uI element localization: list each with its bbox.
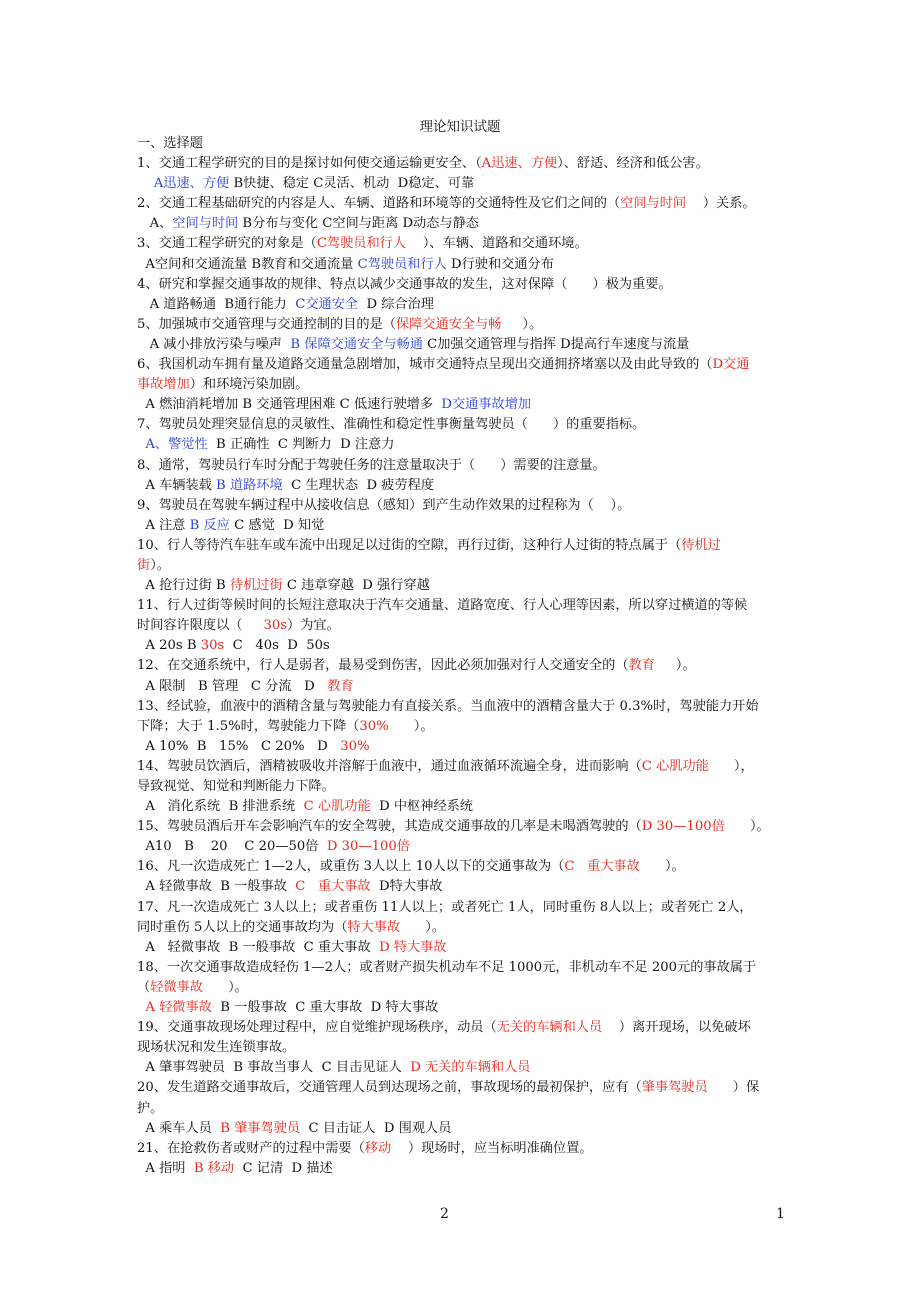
text-line (137, 1099, 787, 1119)
line-text: D行驶和交通分布 (446, 256, 554, 272)
line-text: A 燃油消耗增加 B 交通管理困难 C 低速行驶增多 (137, 397, 442, 413)
answer-text-red: C 心肌功能 (303, 799, 371, 815)
answer-text-red: 空间与时间 (620, 196, 687, 212)
line-text: 10、行人等待汽车驻车或车流中出现足以过街的空隙，再行过街，这种行人过街的特点属于（ (137, 537, 682, 553)
line-text: A 20s B (137, 638, 201, 654)
line-text: ）关系。 (686, 196, 756, 212)
answer-text-blue: B 道路环境 (216, 477, 283, 493)
line-text: 7、驾驶员处理突显信息的灵敏性、准确性和稳定性事衡量驾驶员（ ）的重要指标。 (137, 417, 646, 433)
line-text: A 注意 (137, 517, 190, 533)
answer-text-red: 待机过 (681, 537, 721, 553)
line-text: 16、凡一次造成死亡 1—2人，或重伤 3人以上 10人以下的交通事故为（ (137, 859, 565, 875)
line-text: ）现场时，应当标明准确位置。 (391, 1140, 593, 1156)
text-line (137, 697, 787, 717)
line-text: ）， (708, 758, 754, 774)
text-line (137, 596, 787, 616)
answer-text-red: D 特大事故 (379, 939, 447, 955)
text-line (137, 636, 787, 656)
answer-text-red: 30% (340, 738, 370, 754)
line-text: 3、交通工程学研究的对象是（ (137, 236, 317, 252)
line-text: ）。 (150, 557, 170, 573)
text-line (137, 275, 787, 295)
answer-text-red: 待机过街 (229, 578, 283, 594)
line-text: 下降；大于 1.5%时，驾驶能力下降（ (137, 718, 360, 734)
answer-text-red: D 30—100倍 (641, 819, 725, 835)
line-text: 护。 (137, 1100, 164, 1116)
line-text: C 目击证人 D 围观人员 (300, 1120, 452, 1136)
text-line (137, 817, 787, 837)
question-number: 1、 (137, 156, 159, 172)
answer-text-red: 移动 (364, 1140, 392, 1156)
answer-text-blue: A、警觉性 (145, 437, 208, 453)
text-line (137, 877, 787, 897)
line-text (137, 176, 154, 191)
text-line (137, 797, 787, 817)
text-line (137, 576, 787, 596)
text-line (137, 837, 787, 857)
text-line (137, 496, 787, 516)
question-list (137, 134, 787, 1179)
answer-text-red: 30% (359, 718, 389, 734)
text-line (137, 435, 787, 455)
line-text: A、 (137, 216, 173, 232)
line-text: C 违章穿越 D 强行穿越 (282, 578, 430, 594)
line-text: C 感觉 D 知觉 (229, 517, 325, 533)
text-line (137, 717, 787, 737)
text-line (137, 456, 787, 476)
answer-text-red: D 无关的车辆和人员 (410, 1060, 531, 1076)
line-text: A 减小排放污染与噪声 (137, 336, 291, 352)
text-line (137, 938, 787, 958)
text-line (137, 476, 787, 496)
line-text: ）、车辆、道路和交通环境。 (406, 236, 588, 252)
answer-text-red: 30s (200, 638, 225, 654)
text-line (137, 295, 787, 315)
answer-text-blue: 空间与时间 (172, 216, 239, 232)
text-line (137, 1139, 787, 1159)
line-text: （ (137, 979, 151, 995)
text-line (137, 757, 787, 777)
text-line (137, 335, 787, 355)
answer-text-red: C 重大事故 (564, 859, 640, 875)
text-line (137, 194, 787, 214)
text-line (137, 1018, 787, 1038)
answer-text-red: 无关的车辆和人员 (496, 1020, 603, 1036)
line-text: 9、驾驶员在驾驶车辆过程中从接收信息（感知）到产生动作效果的过程称为（ ）。 (137, 497, 631, 513)
line-text: B分布与变化 C空间与距离 D动态与静态 (238, 216, 479, 232)
line-text: 15、驾驶员酒后开车会影响汽车的安全驾驶，其造成交通事故的几率是未喝酒驾驶的（ (137, 819, 642, 835)
text-line (137, 737, 787, 757)
text-line (137, 214, 787, 234)
answer-text-red: 30s (263, 618, 288, 634)
answer-text-red: 事故增加 (137, 377, 190, 393)
line-text: ）和环境污染加剧。 (189, 377, 309, 393)
line-text: ）。 (639, 859, 685, 875)
line-text: ）。 (388, 718, 434, 734)
line-text: 导致视觉、知觉和判断能力下降。 (137, 779, 335, 794)
line-text: 时间容许限度以（ (137, 618, 264, 634)
line-text: 11、行人过街等候时间的长短注意取决于汽车交通量、道路宽度、行人心理等因素，所以穿过横道的等候 (137, 598, 748, 614)
answer-text-red: 街 (137, 557, 151, 573)
line-text: ）为宜。 (287, 618, 340, 634)
line-text: A 道路畅通 B通行能力 (137, 296, 296, 312)
line-text: A10 B 20 C 20—50倍 (137, 839, 327, 855)
answer-text-blue: B 反应 (189, 517, 230, 533)
text-line (137, 1159, 787, 1179)
answer-text-blue: A迅速、方便 (153, 176, 230, 192)
text-line (137, 415, 787, 435)
answer-text-red: D交通 (712, 357, 750, 373)
line-text: A空间和交通流量 B教育和交通流量 (137, 256, 358, 272)
text-line (137, 1119, 787, 1139)
line-text: 13、经试验，血液中的酒精含量与驾驶能力有直接关系。当血液中的酒精含量大于 0.3%时，驾驶能力开始 (137, 698, 759, 714)
answer-text-red: D 30—100倍 (326, 839, 410, 855)
text-line (137, 395, 787, 415)
line-text: 19、交通事故现场处理过程中，应自觉维护现场秩序，动员（ (137, 1020, 497, 1036)
line-text: 21、在抢救伤者或财产的过程中需要（ (137, 1140, 365, 1156)
text-line (137, 154, 787, 174)
answer-text-blue: B 保障交通安全与畅通 (290, 336, 423, 352)
footer-page-number-right: 1 (776, 1206, 785, 1222)
line-text: ）。 (724, 819, 770, 835)
text-line (137, 1058, 787, 1078)
line-text: 20、发生道路交通事故后，交通管理人员到达现场之前，事故现场的最初保护，应有（ (137, 1080, 642, 1096)
line-text: 18、一次交通事故造成轻伤 1—2人；或者财产损失机动车不足 1000元，非机动车不足 200元的事故属于 (137, 959, 757, 975)
line-text: ）。 (400, 919, 446, 935)
answer-text-red: A 轻微事故 (145, 1000, 212, 1016)
text-line (137, 355, 787, 375)
line-text: A 指明 (137, 1160, 194, 1176)
line-text: D 中枢神经系统 (370, 799, 473, 815)
line-text: C 40s D 50s (224, 638, 330, 654)
line-text: ）离开现场，以免破坏 (602, 1020, 751, 1036)
text-line (137, 234, 787, 254)
answer-text-red: 轻微事故 (150, 979, 203, 995)
line-text: 14、驾驶员饮酒后，酒精被吸收并溶解于血液中，通过血液循环流遍全身，进而影响（ (137, 758, 642, 774)
line-text: A 消化系统 B 排泄系统 (137, 799, 304, 815)
text-line (137, 375, 787, 395)
line-text: ）。 (202, 979, 248, 995)
text-line (137, 677, 787, 697)
line-text: C加强交通管理与指挥 D提高行车速度与流量 (422, 336, 690, 352)
text-line (137, 556, 787, 576)
answer-text-red: C 心肌功能 (641, 758, 709, 774)
text-line (137, 1038, 787, 1058)
text-line (137, 1078, 787, 1098)
line-text: B快捷、稳定 C灵活、机动 D稳定、可靠 (229, 176, 475, 192)
line-text: D 综合治理 (358, 296, 434, 312)
line-text: 2、交通工程基础研究的内容是人、车辆、道路和环境等的交通特性及它们之间的（ (137, 196, 621, 212)
line-text: 17、凡一次造成死亡 3人以上；或者重伤 11人以上；或者死亡 1人，同时重伤 8人以上；或者死亡 2人， (137, 899, 753, 915)
text-line (137, 958, 787, 978)
answer-text-blue: D交通事故增加 (441, 397, 532, 413)
text-line (137, 978, 787, 998)
text-line (137, 898, 787, 918)
line-text: C 记清 D 描述 (234, 1160, 333, 1176)
answer-text-red: A迅速、方便 (481, 156, 558, 172)
line-text: 同时重伤 5人以上的交通事故均为（ (137, 919, 348, 935)
line-text: A 抢行过街 B (137, 578, 230, 594)
line-text: A 车辆装载 (137, 477, 217, 493)
answer-text-red: 保障交通安全与畅 (395, 316, 502, 332)
line-text: A 轻微事故 B 一般事故 C 重大事故 (137, 939, 380, 955)
line-text: A 10% B 15% C 20% D (137, 738, 341, 754)
text-line (137, 656, 787, 676)
line-text: ）。 (501, 316, 543, 332)
footer-page-number-left: 2 (440, 1206, 449, 1222)
line-text: 交通工程学研究的目的是探讨如何使交通运输更安全、（ (158, 156, 482, 172)
text-line (137, 777, 787, 797)
line-text: 4、研究和掌握交通事故的规律、特点以减少交通事故的发生，这对保障（ ）极为重要。 (137, 276, 672, 292)
answer-text-red: 教育 (327, 678, 354, 694)
text-line (137, 536, 787, 556)
text-line (137, 998, 787, 1018)
line-text: ）保 (707, 1080, 760, 1096)
answer-text-red: C 重大事故 (295, 879, 371, 895)
line-text: 12、在交通系统中，行人是弱者，最易受到伤害，因此必须加强对行人交通安全的（ (137, 658, 629, 674)
answer-text-blue: C交通安全 (295, 296, 359, 312)
text-line (137, 918, 787, 938)
answer-text-red: C驾驶员和行人 (316, 236, 407, 252)
line-text: A 限制 B 管理 C 分流 D (137, 678, 328, 694)
answer-text-red: B 移动 (193, 1160, 235, 1176)
answer-text-red: 肇事驾驶员 (641, 1080, 708, 1096)
line-text: A 轻微事故 B 一般事故 (137, 879, 296, 895)
question-lines (137, 154, 787, 1179)
line-text: A 肇事驾驶员 B 事故当事人 C 目击见证人 (137, 1060, 411, 1076)
line-text: 现场状况和发生连锁事故。 (137, 1040, 296, 1056)
line-text: 6、我国机动车拥有量及道路交通量急剧增加，城市交通特点呈现出交通拥挤堵塞以及由此导致的（ (137, 357, 713, 373)
line-text: A 乘车人员 (137, 1120, 221, 1136)
answer-text-red: 教育 (628, 658, 655, 674)
text-line (137, 516, 787, 536)
line-text: B 一般事故 C 重大事故 D 特大事故 (211, 1000, 439, 1016)
text-line (137, 857, 787, 877)
text-line (137, 315, 787, 335)
line-text: D特大事故 (370, 879, 443, 895)
line-text: 8、通常，驾驶员行车时分配于驾驶任务的注意量取决于（ ）需要的注意量。 (137, 457, 606, 473)
line-text: ）、舒适、经济和低公害。 (557, 156, 709, 172)
line-text: C 生理状态 D 疲劳程度 (282, 477, 435, 493)
page-title: 理论知识试题 (419, 119, 501, 135)
line-text: B 正确性 C 判断力 D 注意力 (207, 437, 395, 453)
text-line (137, 174, 787, 194)
line-text: ）。 (654, 658, 696, 674)
answer-text-red: 特大事故 (347, 919, 401, 935)
text-line (137, 255, 787, 275)
section-heading: 一、选择题 (137, 136, 203, 151)
answer-text-red: B 肇事驾驶员 (220, 1120, 301, 1136)
line-text: 5、加强城市交通管理与交通控制的目的是（ (137, 316, 396, 332)
answer-text-blue: C驾驶员和行人 (357, 256, 447, 272)
text-line (137, 616, 787, 636)
